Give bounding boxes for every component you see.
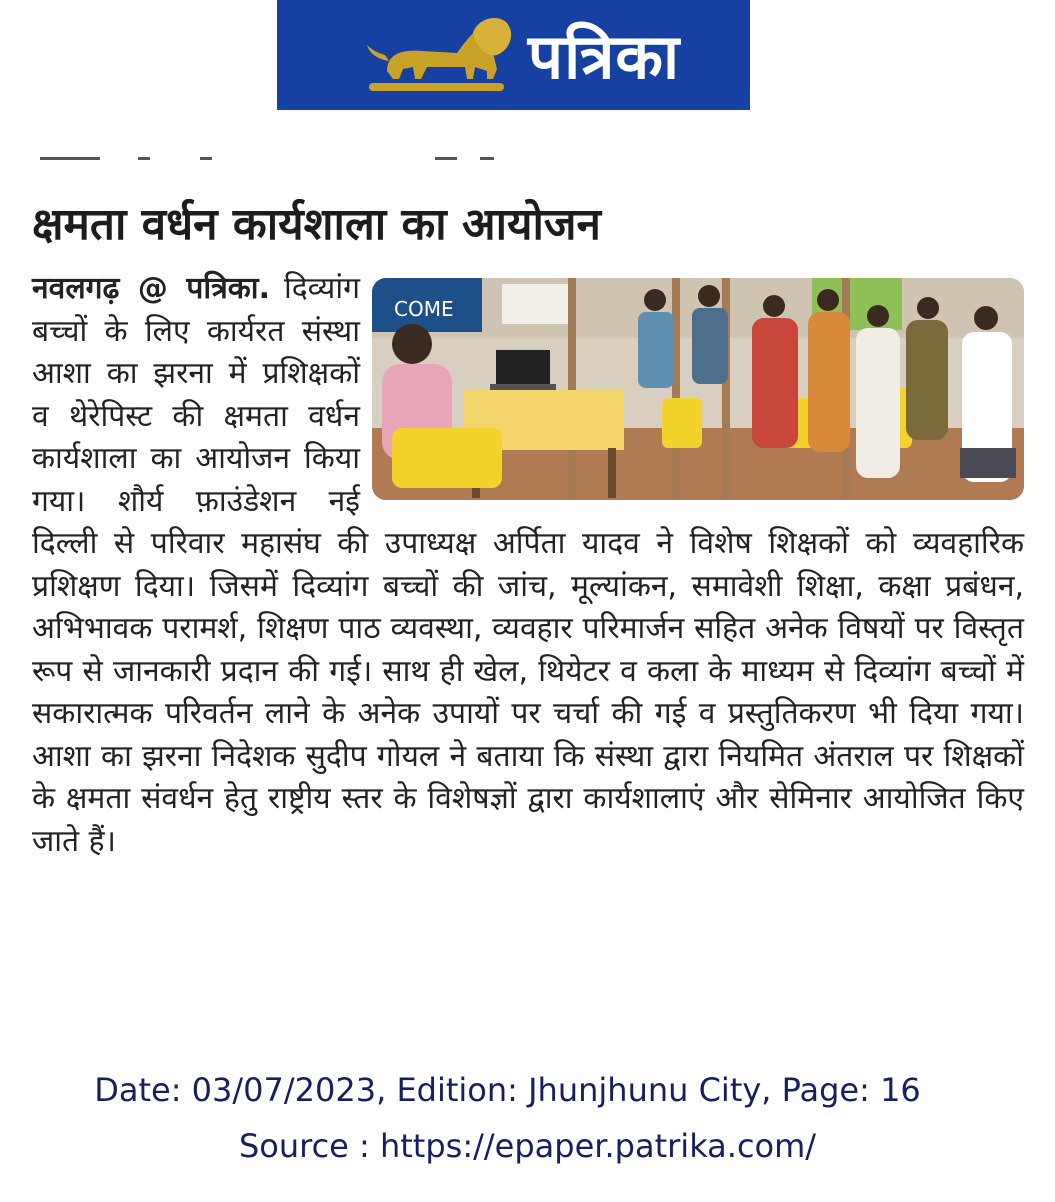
footer [0,1062,1055,1174]
source-link[interactable]: Source : https://epaper.patrika.com/ [238,1127,817,1165]
article-text: दिव्यांग बच्चों के लिए कार्यरत संस्था आशा का झरना में प्रशिक्षकों व थेरेपिस्ट की क्षमता वर्धन कार्यशाला का आयोजन किया गया। शौर्य फ़ाउंडेशन नई दिल्ली से परिवार महासंघ की उपाध्यक्ष अर्पिता यादव ने विशेष शिक्षकों को व्यवहारिक प्रशिक्षण दिया। जिसमें दिव्यांग बच्चों की जांच, मूल्यांकन, समावेशी शिक्षा, कक्षा प्रबंधन, अभिभावक परामर्श, शिक्षण पाठ व्यवस्था, व्यवहार परिमार्जन सहित अनेक विषयों पर विस्तृत रूप से जानकारी प्रदान की गई। साथ ही खेल, थियेटर व कला के माध्यम से दिव्यांग बच्चों में सकारात्मक परिवर्तन लाने के अनेक उपायों पर चर्चा की गई व प्रस्तुतिकरण भी दिया गया। आशा का झरना निदेशक सुदीप गोयल ने बताया कि संस्था द्वारा नियमित अंतराल पर शिक्षकों के क्षमता संवर्धन हेतु राष्ट्रीय स्तर के विशेषज्ञों द्वारा कार्यशालाएं और सेमिनार आयोजित किए जाते हैं। [32,271,1024,859]
top-rule [40,157,1030,161]
article [32,268,1024,863]
gold-lion-icon [347,9,522,101]
article-photo [372,278,1024,500]
dateline: नवलगढ़ @ पत्रिका. [32,271,270,306]
masthead-title: पत्रिका [527,20,681,93]
article-body [32,268,1024,863]
headline: क्षमता वर्धन कार्यशाला का आयोजन [32,199,601,250]
edition-info: Date: 03/07/2023, Edition: Jhunjhunu City, Page: 16 [94,1071,921,1109]
photo-sign-text: COME [394,297,454,321]
masthead [277,0,750,110]
